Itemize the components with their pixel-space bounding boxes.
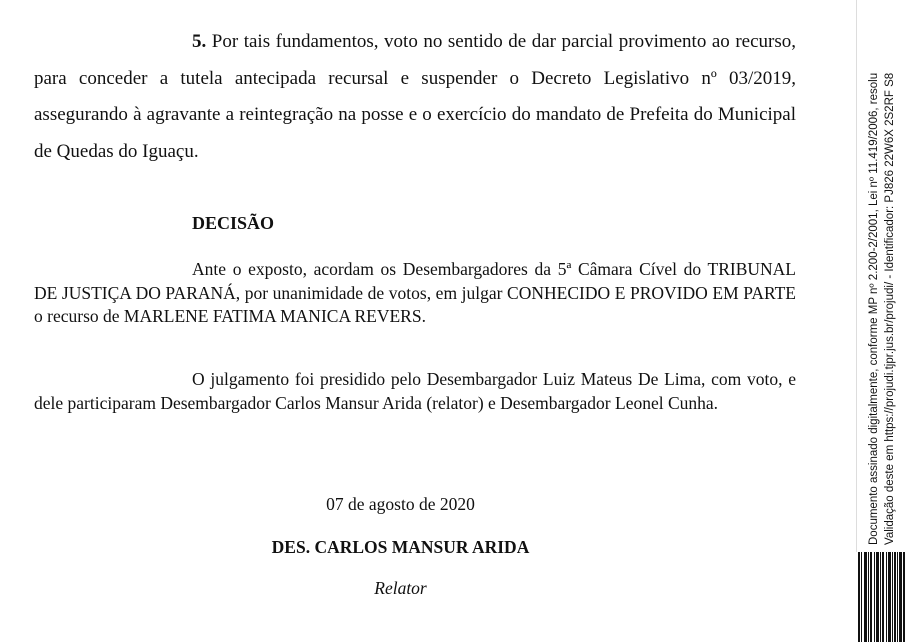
- signer-role: Relator: [374, 578, 427, 598]
- paragraph-judgment-text: O julgamento foi presidido pelo Desembargador Luiz Mateus De Lima, com voto, e dele participaram Desembargador Carlos Mansur Arida (relator) e Desembargador Leonel Cunha.: [34, 369, 796, 413]
- stamp-line-2: Validação deste em https://projudi.tjpr.jus.br/projudi/ - Identificador: PJ826 22W6X 2S2RF S8: [884, 72, 896, 545]
- stamp-text: [862, 0, 906, 545]
- paragraph-number: 5.: [192, 31, 207, 52]
- barcode-image: [856, 552, 906, 642]
- stamp-line-1: Documento assinado digitalmente, conforme MP nº 2.200-2/2001, Lei nº 11.419/2006, resolu: [868, 72, 880, 545]
- paragraph-judgment: [34, 368, 796, 415]
- paragraph-vote: [34, 24, 796, 170]
- document-date: 07 de agosto de 2020: [326, 494, 475, 514]
- paragraph-decision-text: Ante o exposto, acordam os Desembargadores da 5ª Câmara Cível do TRIBUNAL DE JUSTIÇA DO PARANÁ, por unanimidade de votos, em julgar CONHECIDO E PROVIDO EM PARTE o recurso de MARLENE FATIMA MANICA REVERS.: [34, 259, 796, 326]
- paragraph-vote-text: Por tais fundamentos, voto no sentido de dar parcial provimento ao recurso, para conceder a tutela antecipada recursal e suspender o Decreto Legislativo nº 03/2019, assegurando à agravante a reintegração na posse e o exercício do mandato de Prefeita do Municipal de Quedas do Iguaçu.: [34, 31, 796, 162]
- signer-name: DES. CARLOS MANSUR ARIDA: [271, 537, 530, 557]
- margin-rule: [856, 0, 857, 642]
- paragraph-decision: [34, 258, 796, 329]
- digital-signature-stamp: [862, 0, 906, 545]
- decision-heading: DECISÃO: [192, 213, 275, 233]
